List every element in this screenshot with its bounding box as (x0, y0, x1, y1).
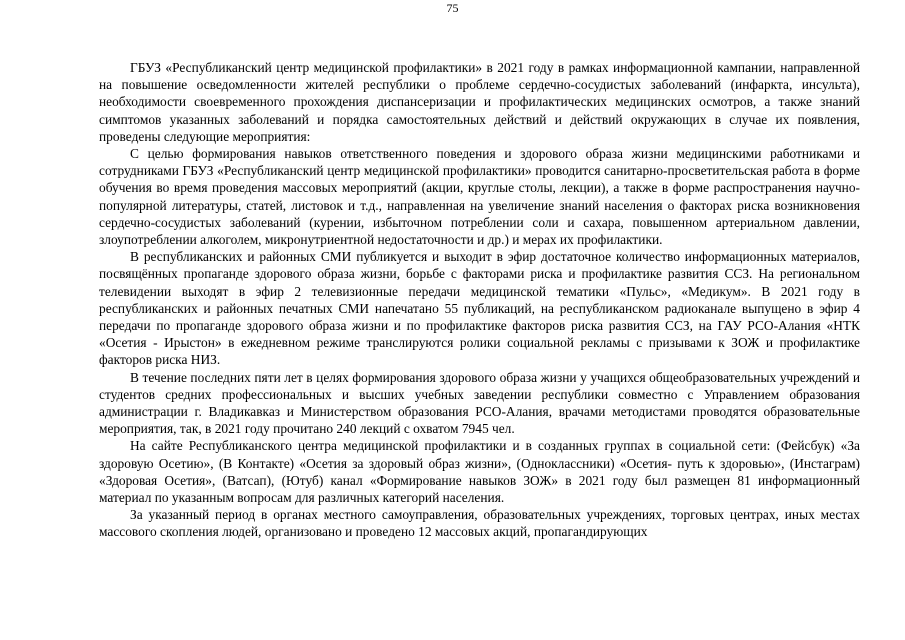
paragraph-school-lectures: В течение последних пяти лет в целях формирования здорового образа жизни у учащихся общеобразовательных учреждений и студентов средних профессиональных и высших учебных заведении республики совместно с Управлением образования администрации г. Владикавказ и Министерством образования РСО-Алания, врачами методистами проводятся образовательные мероприятия, так, в 2021 году прочитано 240 лекций с охватом 7945 чел. (99, 369, 860, 437)
document-body (99, 59, 860, 541)
paragraph-mass-actions: За указанный период в органах местного самоуправления, образовательных учреждениях, торговых центрах, иных местах массового скопления людей, организовано и проведено 12 массовых акций, пропагандирующих (99, 507, 860, 540)
paragraph-campaign-intro: ГБУЗ «Республиканский центр медицинской профилактики» в 2021 году в рамках информационной кампании, направленной на повышение осведомленности жителей республики о проблеме сердечно-сосудистых заболеваний (инфаркта, инсульта), необходимости своевременного прохождения диспансеризации и профилактических медицинских осмотров, а также знаний симптомов указанных заболеваний и порядка самостоятельных действий и действий окружающих в случае их появления, проведены следующие мероприятия: (99, 60, 860, 144)
paragraph-social-networks: На сайте Республиканского центра медицинской профилактики и в созданных группах в социальной сети: (Фейсбук) «За здоровую Осетию», (В Контакте) «Осетия за здоровый образ жизни», (Одноклассники) «Осетия- путь к здоровью», (Инстаграм) «Здоровая Осетия», (Ватсап), (Ютуб) канал «Формирование навыков ЗОЖ» в 2021 году был размещен 81 информационный материал по указанным вопросам для различных категорий населения. (99, 438, 860, 506)
paragraph-health-education: С целью формирования навыков ответственного поведения и здорового образа жизни медицинскими работниками и сотрудниками ГБУЗ «Республиканский центр медицинской профилактики» проводится санитарно-просветительская работа в форме обучения во время проведения массовых мероприятий (акции, круглые столы, лекции), а также в форме распространения научно-популярной литературы, статей, листовок и т.д., направленная на увеличение знаний населения о факторах риска возникновения сердечно-сосудистых заболеваний (курении, избыточном потреблении соли и сахара, повышенном артериальном давлении, злоупотреблении алкоголем, микронутриентной недостаточности и др.) и мерах их профилактики. (99, 146, 860, 248)
paragraph-mass-media: В республиканских и районных СМИ публикуется и выходит в эфир достаточное количество информационных материалов, посвящённых пропаганде здорового образа жизни, борьбе с факторами риска и профилактике развития ССЗ. На региональном телевидении выходят в эфир 2 телевизионные передачи медицинской тематики «Пульс», «Медикум». В 2021 году в республиканских и районных печатных СМИ напечатано 55 публикаций, на республиканском радиоканале выпущено в эфир 4 передачи по пропаганде здорового образа жизни и по профилактике факторов риска развития ССЗ, на ГАУ РСО-Алания «НТК «Осетия - Ирыстон» в ежедневном режиме транслируются ролики социальной рекламы с призывами к ЗОЖ и профилактике факторов риска НИЗ. (99, 249, 860, 368)
page-number: 75 (446, 1, 459, 15)
